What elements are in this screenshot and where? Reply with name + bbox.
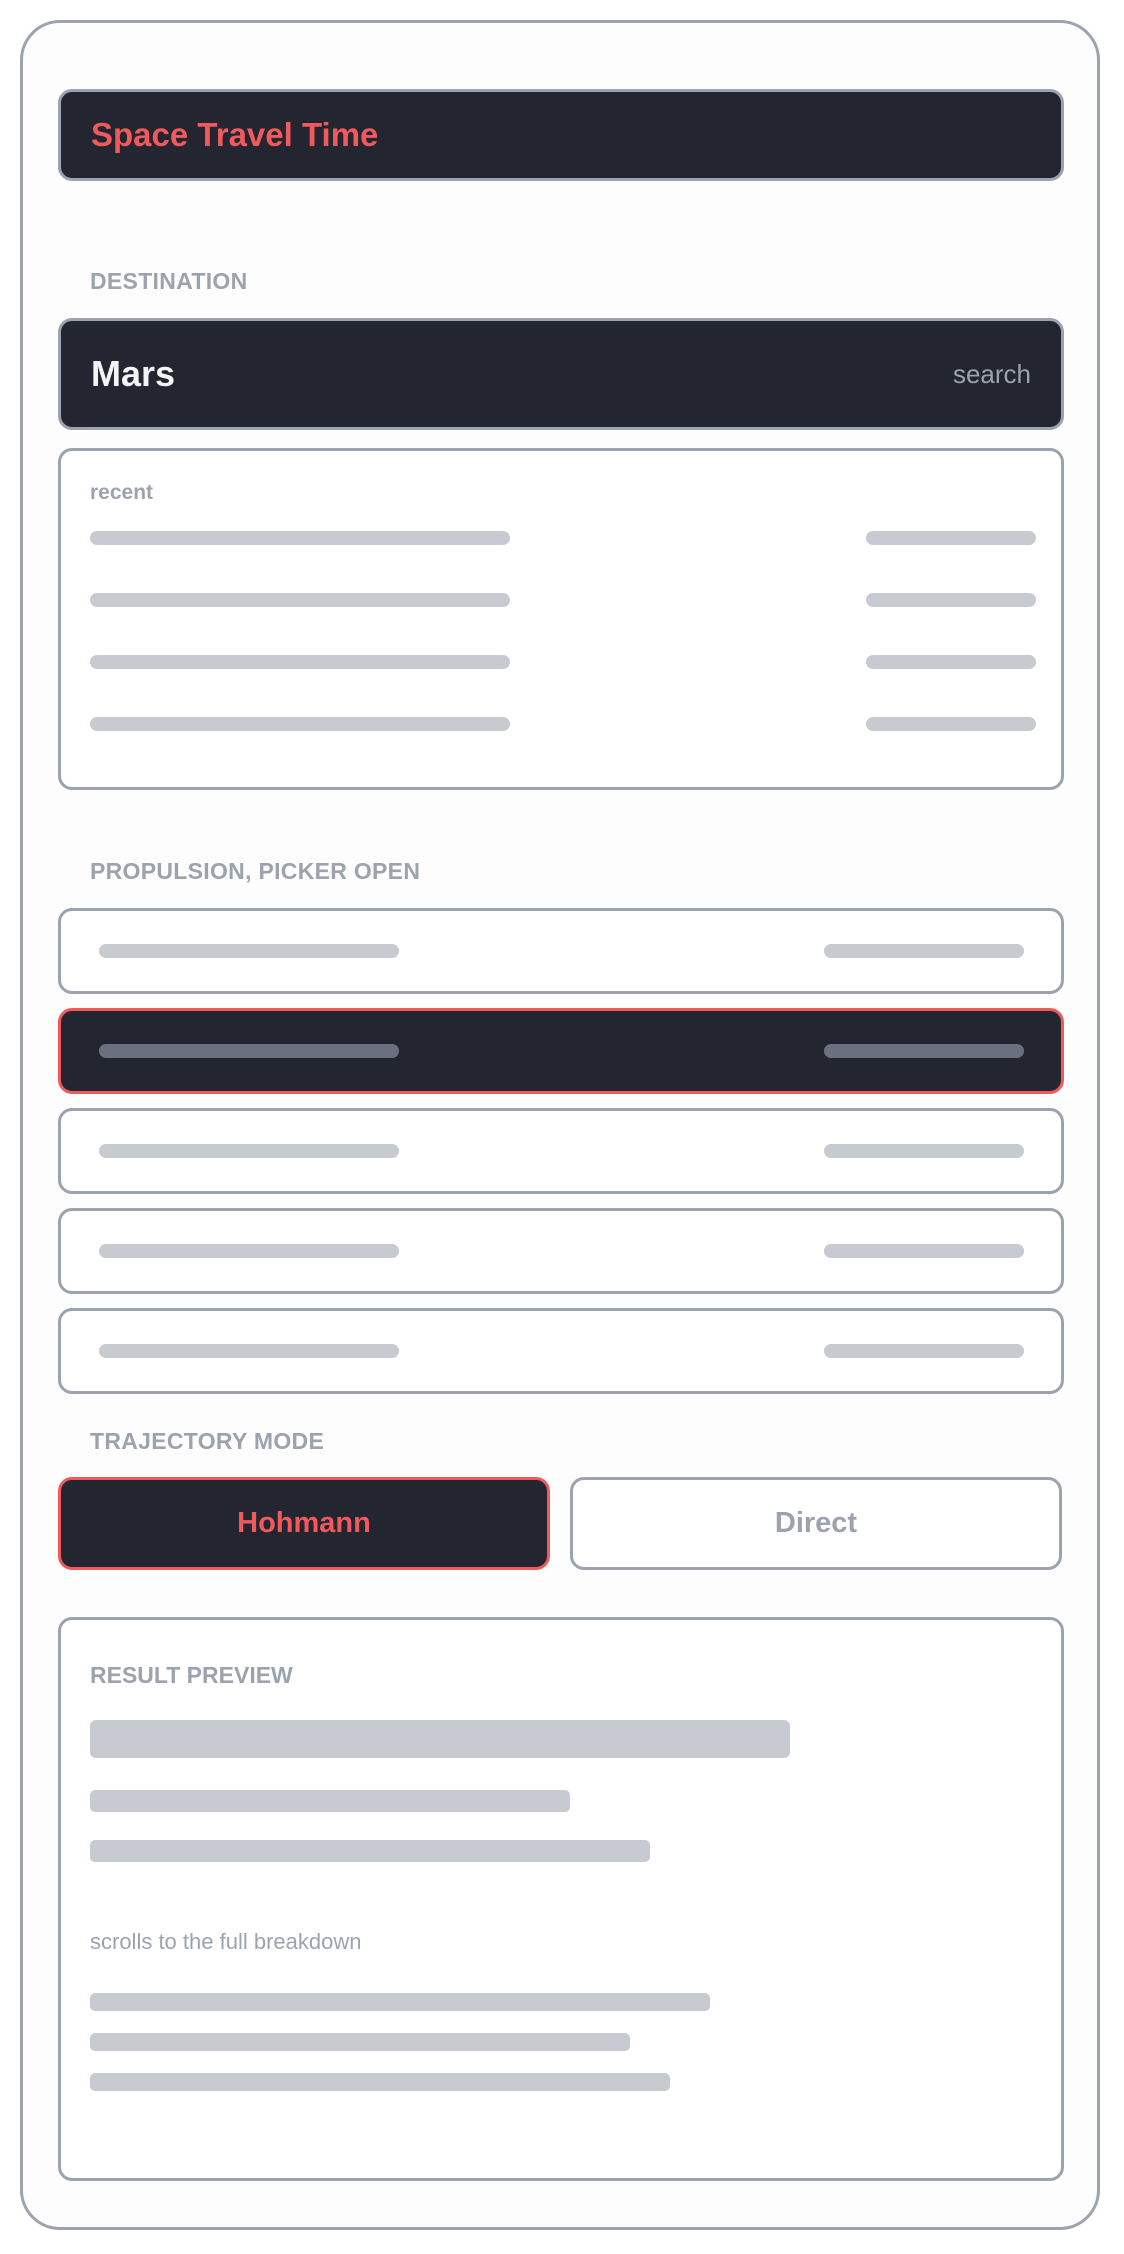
result-line-placeholder <box>90 1790 570 1812</box>
trajectory-section-label: TRAJECTORY MODE <box>90 1428 325 1454</box>
option-name-placeholder <box>99 1044 399 1058</box>
breakdown-line-placeholder <box>90 1993 710 2011</box>
page-title: Space Travel Time <box>91 116 379 153</box>
search-hint: search <box>952 358 1031 389</box>
list-item-meta-placeholder <box>866 655 1036 669</box>
result-line-placeholder <box>90 1840 650 1862</box>
propulsion-option[interactable] <box>58 1108 1064 1194</box>
propulsion-option[interactable] <box>58 908 1064 994</box>
option-value-placeholder <box>824 1344 1024 1358</box>
propulsion-option[interactable] <box>58 1308 1064 1394</box>
propulsion-section-label: PROPULSION, PICKER OPEN <box>90 858 421 884</box>
list-item-name-placeholder <box>90 593 510 607</box>
destination-section-label: DESTINATION <box>90 268 248 294</box>
option-value-placeholder <box>824 1044 1024 1058</box>
title-bar <box>58 89 1064 181</box>
list-item-name-placeholder <box>90 531 510 545</box>
destination-value: Mars <box>91 353 176 394</box>
list-item-name-placeholder <box>90 717 510 731</box>
option-value-placeholder <box>824 944 1024 958</box>
option-name-placeholder <box>99 1144 399 1158</box>
propulsion-option[interactable] <box>58 1208 1064 1294</box>
recent-destinations-list <box>58 448 1064 790</box>
list-item-meta-placeholder <box>866 531 1036 545</box>
list-item-meta-placeholder <box>866 717 1036 731</box>
result-scroll-note: scrolls to the full breakdown <box>90 1929 362 1954</box>
direct-mode-button[interactable]: Direct <box>570 1477 1062 1570</box>
option-name-placeholder <box>99 1244 399 1258</box>
breakdown-line-placeholder <box>90 2033 630 2051</box>
list-item-name-placeholder <box>90 655 510 669</box>
option-value-placeholder <box>824 1144 1024 1158</box>
propulsion-option-selected[interactable] <box>58 1008 1064 1094</box>
option-value-placeholder <box>824 1244 1024 1258</box>
result-section-label: RESULT PREVIEW <box>90 1662 293 1688</box>
option-name-placeholder <box>99 944 399 958</box>
option-name-placeholder <box>99 1344 399 1358</box>
destination-search-input[interactable] <box>58 318 1064 430</box>
breakdown-line-placeholder <box>90 2073 670 2091</box>
recent-label: recent <box>90 481 154 504</box>
result-preview-card <box>58 1617 1064 2181</box>
hohmann-mode-button[interactable]: Hohmann <box>58 1477 550 1570</box>
result-headline-placeholder <box>90 1720 790 1758</box>
list-item-meta-placeholder <box>866 593 1036 607</box>
